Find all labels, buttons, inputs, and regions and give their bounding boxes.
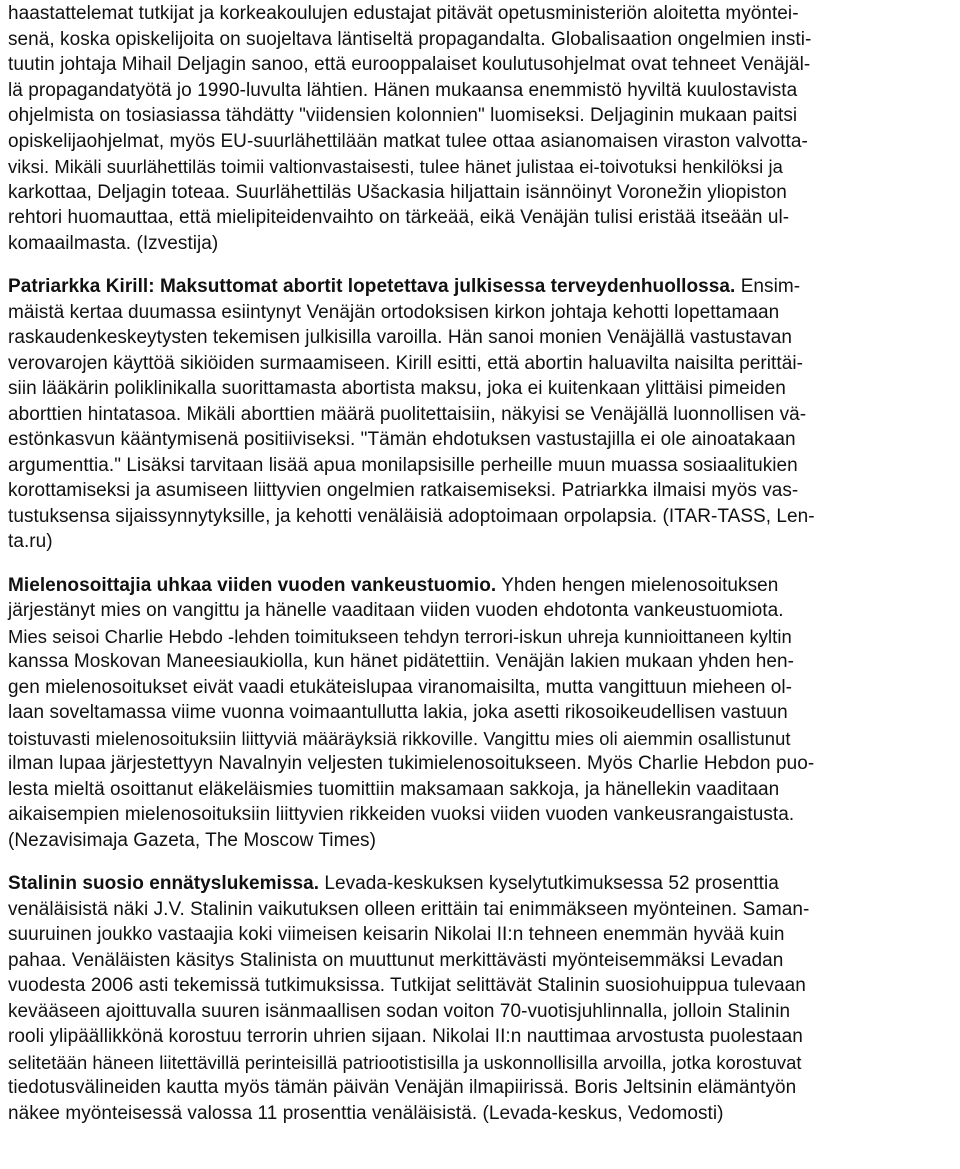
text-line: (Nezavisimaja Gazeta, The Moscow Times)	[8, 829, 376, 851]
text-line: haastattelemat tutkijat ja korkeakoulujen edustajat pitävät opetusministeriön aloitetta myöntei-	[8, 3, 799, 24]
text-line: ohjelmista on tosiasiassa tähdätty "viidensien kolonnien" luomiseksi. Deljaginin mukaan paitsi	[8, 105, 798, 126]
headline-line	[8, 573, 952, 599]
text-line: karkottaa, Deljagin toteaa. Suurlähettiläs Ušackasia hiljattain isännöinyt Voronežin yliopiston	[8, 181, 787, 203]
text-line: pahaa. Venäläisten käsitys Stalinista on muuttunut merkittävästi myönteisemmäksi Levadan	[8, 949, 784, 971]
text-fragment: Yhden hengen mielenosoituksen	[496, 574, 779, 596]
text-line: verovarojen käyttöä sikiöiden surmaamiseen. Kirill esitti, että abortin haluavilta naisilta perittäi-	[8, 352, 803, 374]
text-line: viksi. Mikäli suurlähettiläs toimii valtionvastaisesti, tulee hänet julistaa ei-toivotuksi henkilöksi ja	[8, 156, 783, 177]
text-line: venäläisistä näki J.V. Stalinin vaikutuksen olleen erittäin tai enimmäkseen myönteinen. Saman-	[8, 898, 810, 920]
paragraph-gap	[8, 853, 952, 871]
text-line: ta.ru)	[8, 531, 53, 552]
paragraph-gap	[8, 256, 952, 274]
text-line: senä, koska opiskelijoita on suojeltava läntiseltä propagandalta. Globalisaation ongelmien insti-	[8, 28, 812, 50]
text-line: toistuvasti mielenosoituksiin liittyviä määräyksiä rikkoville. Vangittu mies oli aiemmin osallistunut	[8, 727, 791, 749]
text-line: rooli ylipäällikkönä korostuu terrorin uhrien sijaan. Nikolai II:n nauttimaa arvostusta puolestaan	[8, 1026, 803, 1047]
text-line: argumenttia." Lisäksi tarvitaan lisää apua monilapsisille perheille muun muassa sosiaalitukien	[8, 454, 798, 476]
article-intro-paragraph	[8, 1, 952, 256]
text-fragment: Ensim-	[735, 276, 801, 297]
headline-line	[8, 871, 952, 897]
text-line: selitetään häneen liitettävillä perinteisillä patriootistisilla ja uskonnollisilla arvoilla, jotka korostuvat	[8, 1051, 802, 1073]
article-stalin-paragraph	[8, 871, 952, 1126]
text-line: järjestänyt mies on vangittu ja hänelle vaaditaan viiden vuoden ehdotonta vankeustuomiota.	[8, 600, 784, 621]
text-line: komaailmasta. (Izvestija)	[8, 232, 219, 254]
text-line: siin lääkärin poliklinikalla suorittamasta abortista maksu, joka ei kuitenkaan ylittäisi pimeiden	[8, 378, 786, 399]
text-line: suuruinen joukko vastaajia koki viimeisen keisarin Nikolai II:n tehneen enemmän hyvää kuin	[8, 924, 785, 945]
text-line: tustuksensa sijaissynnytyksille, ja kehotti venäläisiä adoptoimaan orpolapsia. (ITAR-TASS, Len-	[8, 505, 815, 527]
text-line: korottamiseksi ja asumiseen liittyvien ongelmien ratkaisemiseksi. Patriarkka ilmaisi myös vas-	[8, 480, 799, 501]
text-line: kanssa Moskovan Maneesiaukiolla, kun hänet pidätettiin. Venäjän lakien mukaan yhden hen-	[8, 651, 795, 672]
text-line: tiedotusvälineiden kautta myös tämän päivän Venäjän ilmapiirissä. Boris Jeltsinin elämäntyön	[8, 1077, 797, 1098]
paragraph-gap	[8, 555, 952, 573]
text-line: tuutin johtaja Mihail Deljagin sanoo, että eurooppalaiset koulutusohjelmat ovat tehneet Venäjäl-	[8, 54, 811, 75]
article-headline: Patriarkka Kirill: Maksuttomat abortit lopetettava julkisessa terveydenhuollossa.	[8, 276, 736, 297]
headline-line	[8, 274, 952, 300]
text-line: vuodesta 2006 asti tekemissä tutkimuksissa. Tutkijat selittävät Stalinin suosiohuippua tulevaan	[8, 975, 806, 996]
text-line: estönkasvun kääntymisenä positiiviseksi. "Tämän ehdotuksen vastustajilla ei ole ainoatakaan	[8, 429, 796, 450]
article-protest-paragraph	[8, 573, 952, 854]
text-fragment: Levada-keskuksen kyselytutkimuksessa 52 prosenttia	[319, 873, 779, 894]
text-line: Mies seisoi Charlie Hebdo -lehden toimitukseen tehdyn terrori-iskun uhreja kunnioittaneen kyltin	[8, 625, 792, 647]
article-headline: Mielenosoittajia uhkaa viiden vuoden vankeustuomio.	[8, 574, 497, 596]
text-line: aborttien hintatasoa. Mikäli aborttien määrä puolitettaisiin, näkyisi se Venäjällä luonnollisen vä-	[8, 403, 807, 425]
article-headline: Stalinin suosio ennätyslukemissa.	[8, 873, 320, 894]
text-line: mäistä kertaa duumassa esiintynyt Venäjän ortodoksisen kirkon johtaja kehotti lopettamaan	[8, 301, 780, 323]
text-line: laan soveltamassa viime vuonna voimaantullutta lakia, joka asetti rikosoikeudellisen vastuun	[8, 702, 788, 723]
text-line: ilman lupaa järjestettyyn Navalnyin veljesten tukimielenosoitukseen. Myös Charlie Hebdon puo-	[8, 753, 815, 774]
text-line: näkee myönteisessä valossa 11 prosenttia venäläisistä. (Levada-keskus, Vedomosti)	[8, 1102, 724, 1124]
text-line: rehtori huomauttaa, että mielipiteidenvaihto on tärkeää, eikä Venäjän tulisi eristää itseään ul-	[8, 207, 790, 228]
text-line: gen mielenosoitukset eivät vaadi etukäteislupaa viranomaisilta, mutta vangittuun mieheen ol-	[8, 676, 793, 698]
text-line: kevääseen ajoittuvalla suuren isänmaallisen sodan voiton 70-vuotisjuhlinnalla, jolloin Stalinin	[8, 1000, 791, 1022]
text-line: opiskelijaohjelmat, myös EU-suurlähettilään matkat tulee ottaa asianomaisen viraston valvotta-	[8, 130, 808, 152]
text-line: lä propagandatyötä jo 1990-luvulta lähtien. Hänen mukaansa enemmistö hyviltä kuulostavista	[8, 79, 798, 101]
document-page	[8, 1, 952, 1126]
text-line: aikaisempien mielenosoituksiin liittyvien rikkeiden vuoksi viiden vuoden vankeusrangaistusta.	[8, 804, 795, 825]
text-line: raskaudenkeskeytysten tekemisen julkisilla varoilla. Hän sanoi monien Venäjällä vastustavan	[8, 327, 792, 348]
text-line: lesta mieltä osoittanut eläkeläismies tuomittiin maksamaan sakkoja, ja hänellekin vaaditaan	[8, 778, 780, 800]
article-kirill-paragraph	[8, 274, 952, 555]
